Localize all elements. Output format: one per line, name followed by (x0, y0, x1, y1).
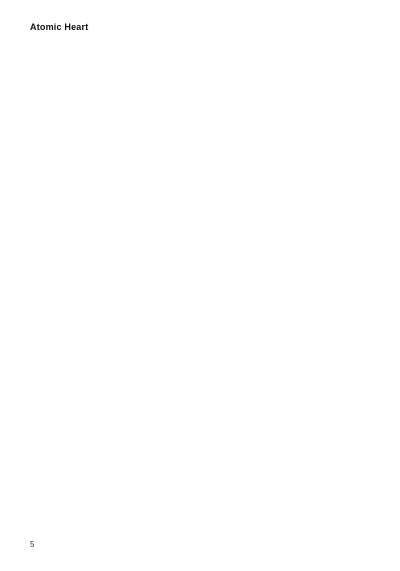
book-title: Atomic Heart (30, 22, 89, 32)
text-block-bottom (34, 300, 358, 528)
page-number: 5 (30, 540, 35, 549)
text-block-top (34, 42, 358, 266)
